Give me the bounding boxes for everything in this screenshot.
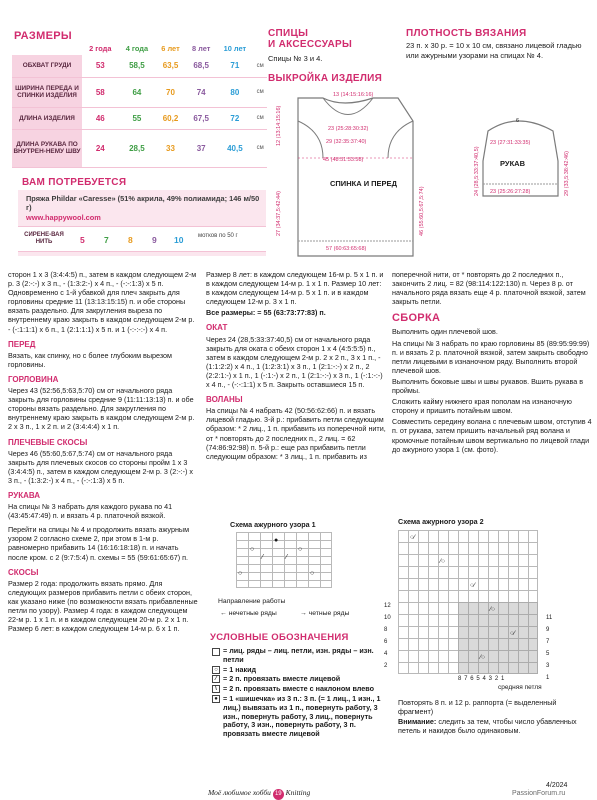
unit: см (253, 107, 267, 129)
yarn-over-icon: ○ (212, 666, 220, 674)
size-value: 40,5 (216, 129, 253, 167)
column-2: Размер 8 лет: в каждом следующем 16-м р. 5 х 1 п. и в каждом следующем 14-м р. 1 х 1 п. Размер 10 лет: в каждом следующем 14-м р. 5 х 1 п. и в каждом следующем 12-м р. 3 х 1 п. Все размеры: = 55 (63:73:77:83) п. ОКАТ Через 24 (28,5:33:37:40,5) см от начального ряда закрыть для оката с обеих сторон 1 х 4 (4:5:5:5) п., затем в каждом следующем 2-м р. 2 х 2 п., 3 х 1 п., - (1:1:2:2) х 4 п., 1 (1:2:3:1) х 3 п., 1 (2:1:-:-) х 2 п., 2 (2:2:1:-) х 1 п., 1 (-:1:-) х 2 п., 1 (2:1:-:-) х 3 п., 1 (-:1:-:-) х 4 п., - (-:-:1:1) х 5 п. Закрыть оставшиеся 15 п. ВОЛАНЫ На спицы № 4 набрать 42 (50:56:62:66) п. и вязать лицевой гладью. 3-й р.: прибавить петли следующим образом: * 2 лиц., 1 п. прибавить из поперечной нити, от * повторять до 2 последних п., 2 лиц. = 62 (74:86:92:98) п. 5-й р.: еще раз прибавить петли следующим образом: * 3 лиц., 1 п. прибавить из (206, 270, 386, 461)
magazine-name: Моё любимое хобби 19 Knitting (208, 788, 310, 800)
row-label: ШИРИНА ПЕРЕДА И СПИНКИ ИЗДЕЛИЯ (12, 77, 82, 107)
dim-length-side: 27 (34:37,5:42:44) (276, 191, 282, 236)
size-value: 63,5 (155, 55, 186, 77)
size-header: 10 лет (216, 42, 253, 55)
unit: см (253, 55, 267, 77)
yarn-over-icon: ○ (238, 570, 243, 577)
chart2-row-numbers: 11 9 7 5 3 1 (546, 615, 553, 681)
lace-chart-1 (236, 532, 332, 588)
size-value: 58 (82, 77, 119, 107)
ssk-icon: \ (212, 685, 220, 693)
size-value: 28,5 (119, 129, 156, 167)
volan-heading: ВОЛАНЫ (206, 395, 243, 405)
chart2-col-numbers: 87654321 (458, 676, 508, 682)
size-header: 4 года (119, 42, 156, 55)
legend (212, 647, 384, 739)
column-1: сторон 1 х 3 (3:4:4:5) п., затем в каждом следующем 2-м р. 3 (2:-:-) х 3 п., - (1:3:2:-) х 4 п., - (-:-:1:3) х 5 п. Одновременно с 1-й убавкой для плеч закрыть для горловины средние 11 (13:13:15:15) п. и обе стороны вязать раздельно. Для закругления выреза по внутреннему краю закрыть в каждом следующем 2-м р. - (-:1:1:1) х 6 п., 1 (2:1:1:1) х 5 п. и 1 (-:-:-:-) х 4 п. ПЕРЕД Вязать, как спинку, но с более глубоким вырезом горловины. ГОРЛОВИНА Через 43 (52:56,5:63,5:70) см от начального ряда закрыть для горловины средние 9 (11:11:13:13) п. и обе стороны вязать раздельно. Для закругления по внутреннему краю закрыть в каждом следующем 2-м р. 2 х 3 п., 1 х 2 п. и 2 (3:4:4:4) х 1 п. ПЛЕЧЕВЫЕ СКОСЫ Через 46 (55:60,5:67,5:74) см от начального ряда закрыть для плечевых скосов со стороны пройм 1 х 3 (3:4:4:5) п., затем в каждом следующем 2-м р. 3 (2:-:-) х 3 п., - (1:3:2:-) х 4 п., - (-:-:1:3) х 5 п. РУКАВА На спицы № 3 набрать для каждого рукава по 41 (43:45:47:49) п. и вязать 4 р. платочной вязкой. Перейти на спицы № 4 и продолжить вязать ажурным узором 2 согласно схеме 2, при этом в 1-м р. равномерно прибавить 14 (16:16:18:18) п. и начать после кром. с 2 (9:7:5:4) п. схемы = 55 (59:61:65:67) п. СКОСЫ Размер 2 года: продолжить вязать прямо. Для следующих размеров прибавить петли с обеих сторон, как указано ниже (по возможности вязать прибавленные петли по узору). Размер 4 года: в каждом следующем 22-м р. 1 х 1 п. и в каждом следующем 20-м р. 2 х 1 п. Размер 6 лет: в каждом следующем 14-м р. 6 х 1 п. (8, 270, 198, 634)
dim-chest: 23 (25:28:30:32) (328, 126, 369, 132)
size-value: 72 (216, 107, 253, 129)
sizes-title: РАЗМЕРЫ (14, 30, 72, 42)
gauge-text: 23 п. х 30 р. = 10 х 10 см, связано лицевой гладью или ажурными узорами на спицах № 4. (406, 41, 582, 60)
legend-title: УСЛОВНЫЕ ОБОЗНАЧЕНИЯ (210, 632, 349, 643)
legend-item: ○ = 1 накид (212, 666, 384, 675)
yarn-url[interactable]: www.happywool.com (26, 213, 101, 222)
dim-width: 45 (48:51:53:58) (323, 157, 364, 163)
yarn-text: Пряжа Phildar «Caresse» (51% акрила, 49% полиамида; 146 м/50 г) (26, 194, 260, 212)
pattern-title: ВЫКРОЙКА ИЗДЕЛИЯ (268, 73, 383, 84)
yarn-over-icon: ○ (298, 546, 303, 553)
dim-sleeve-top: 6 (516, 118, 520, 124)
dim-sleeve-upper: 23 (27:31:33:35) (490, 140, 531, 146)
dim-back: 29 (32:35:37:40) (326, 139, 367, 145)
column-3: поперечной нити, от * повторять до 2 последних п., закончить 2 лиц. = 82 (98:114:122:130) п. Через 8 р. от начального ряда вязать еще 4 р. платочной вязкой, затем закрыть петли. СБОРКА Выполнить один плечевой шов. На спицы № 3 набрать по краю горловины 85 (89:95:99:99) п. и вязать 2 р. платочной вязкой, затем закрыть свободно петли лицевыми в изнаночном ряду. Выполнить второй плечевой шов. Выполнить боковые швы и швы рукавов. Вшить рукава в проймы. Сложить кайму нижнего края пополам на изнаночную сторону и пришить потайным швом. Совместить середину волана с плечевым швом, отступив 4 п. от рукава, затем пришить начальный ряд волана и кромочные потайным швом вертикально по лицевой глади до ажурного узора 1 (см. фото). (392, 270, 592, 454)
unit: см (253, 77, 267, 107)
size-value: 64 (119, 77, 156, 107)
sizes-row (12, 77, 267, 107)
size-header: 6 лет (155, 42, 186, 55)
chart2-title: Схема ажурного узора 2 (398, 517, 484, 526)
sizes-header-row (12, 42, 267, 55)
yarn-over-icon: ⁄○ (480, 654, 486, 661)
k2tog-icon: ⁄ (262, 554, 264, 561)
odd-rows-label: ← нечетные ряды (220, 610, 277, 617)
size-value: 53 (82, 55, 119, 77)
bobble-icon: ● (274, 537, 279, 544)
front-back-shape (298, 98, 413, 256)
sizes-row (12, 129, 267, 167)
site-watermark: PassionForum.ru (512, 790, 566, 797)
qty-value: 7 (104, 235, 109, 245)
bevel-heading: СКОСЫ (8, 567, 39, 577)
pattern-diagram (268, 86, 593, 266)
size-value: 24 (82, 129, 119, 167)
sizes-row (12, 55, 267, 77)
size-value: 55 (119, 107, 156, 129)
size-value: 68,5 (186, 55, 217, 77)
dim-hem: 57 (60:63:65:68) (326, 246, 367, 252)
repeat-note: Повторять 8 п. и 12 р. раппорта (= выделенный фрагмент) (398, 698, 557, 716)
chart1-title: Схема ажурного узора 1 (230, 520, 316, 529)
qty-value: 8 (128, 235, 133, 245)
size-value: 67,5 (186, 107, 217, 129)
dim-sleeve-length: 24 (28,5:33:37:40,5) (474, 146, 480, 196)
size-value: 33 (155, 129, 186, 167)
size-value: 74 (186, 77, 217, 107)
bobble-icon: ● (212, 695, 220, 703)
dim-sleeve-cap: 29 (33,5:38:42:46) (564, 151, 570, 196)
shoulder-heading: ПЛЕЧЕВЫЕ СКОСЫ (8, 437, 88, 447)
yarn-over-icon: ○⁄ (510, 630, 516, 637)
size-value: 37 (186, 129, 217, 167)
dim-armhole: 12 (13:14:15:16) (276, 105, 282, 146)
attention-note: Внимание: следить за тем, чтобы число убавленных петель и накидов было одинаковым. (398, 717, 577, 735)
work-direction: Направление работы (218, 598, 286, 605)
size-value: 60,2 (155, 107, 186, 129)
yarn-over-icon: ○⁄ (410, 534, 416, 541)
need-title: ВАМ ПОТРЕБУЕТСЯ (22, 177, 127, 188)
size-header: 8 лет (186, 42, 217, 55)
dim-sleeve-cuff: 23 (25:26:27:28) (490, 189, 531, 195)
ssk-icon: ⁄ (286, 554, 288, 561)
sizes-row (12, 107, 267, 129)
size-value: 80 (216, 77, 253, 107)
needles-text: Спицы № 3 и 4. (268, 54, 323, 63)
sleeve-label: РУКАВ (500, 159, 525, 168)
chart2-row-numbers-left: 12 10 8 6 4 2 (384, 603, 391, 669)
qty-value: 5 (80, 235, 85, 245)
yarn-qty-row (18, 226, 266, 252)
dim-neck: 13 (14:15:16:16) (333, 92, 374, 98)
size-value: 58,5 (119, 55, 156, 77)
sizes-table (12, 42, 267, 168)
front-heading: ПЕРЕД (8, 339, 36, 349)
row-label: ДЛИНА РУКАВА ПО ВНУТРЕН-НЕМУ ШВУ (12, 129, 82, 167)
unit: см (253, 129, 267, 167)
row-label: ОБХВАТ ГРУДИ (12, 55, 82, 77)
legend-item: ● = 1 «шишечка» из 3 п.: 3 п. (= 1 лиц., 1 изн., 1 лиц.) вывязать из 1 п., повернуть работу, 3 изн., повернуть работу, 3 лиц., повернуть работу, 3 изн., повернуть работу, 3 п. провязать вместе лицевой (212, 695, 384, 739)
size-value: 71 (216, 55, 253, 77)
color-label: СИРЕНЕ-ВАЯ НИТЬ (24, 232, 64, 245)
yarn-over-icon: ⁄○ (490, 606, 496, 613)
neck-heading: ГОРЛОВИНА (8, 374, 59, 384)
issue-number: 4/2024 (546, 782, 568, 789)
yarn-over-icon: ○⁄ (470, 582, 476, 589)
front-label: СПИНКА И ПЕРЕД (330, 179, 397, 188)
qty-value: 9 (152, 235, 157, 245)
knit-stitch-icon (212, 648, 220, 656)
yarn-over-icon: ○ (310, 570, 315, 577)
repeat-fragment (458, 602, 538, 674)
assembly-heading: СБОРКА (392, 312, 441, 325)
row-label: ДЛИНА ИЗДЕЛИЯ (12, 107, 82, 129)
size-value: 46 (82, 107, 119, 129)
lace-chart-2 (398, 530, 538, 674)
yarn-over-icon: ○ (250, 546, 255, 553)
size-header: 2 года (82, 42, 119, 55)
legend-item: ⁄ = 2 п. провязать вместе лицевой (212, 675, 384, 684)
dim-length-total: 46 (55:60,5:67,5:74) (419, 186, 425, 236)
k2tog-icon: ⁄ (212, 675, 220, 683)
mid-stitch-label: средняя петля (498, 684, 542, 691)
even-rows-label: → четные ряды (300, 610, 350, 617)
page-number: 19 (273, 789, 284, 800)
need-box (18, 190, 266, 256)
qty-unit: мотков по 50 г (198, 233, 238, 239)
size-value: 70 (155, 77, 186, 107)
sleeve-heading: РУКАВА (8, 490, 41, 500)
okat-heading: ОКАТ (206, 323, 228, 333)
qty-value: 10 (174, 235, 184, 245)
gauge-title: ПЛОТНОСТЬ ВЯЗАНИЯ (406, 28, 527, 39)
page-footer (0, 782, 597, 800)
legend-item: \ = 2 п. провязать вместе с наклоном влево (212, 685, 384, 694)
legend-item: = лиц. ряды – лиц. петли, изн. ряды – изн. петли (212, 647, 384, 665)
needles-title: СПИЦЫ И АКСЕССУАРЫ (268, 28, 353, 50)
yarn-over-icon: ⁄○ (440, 558, 446, 565)
